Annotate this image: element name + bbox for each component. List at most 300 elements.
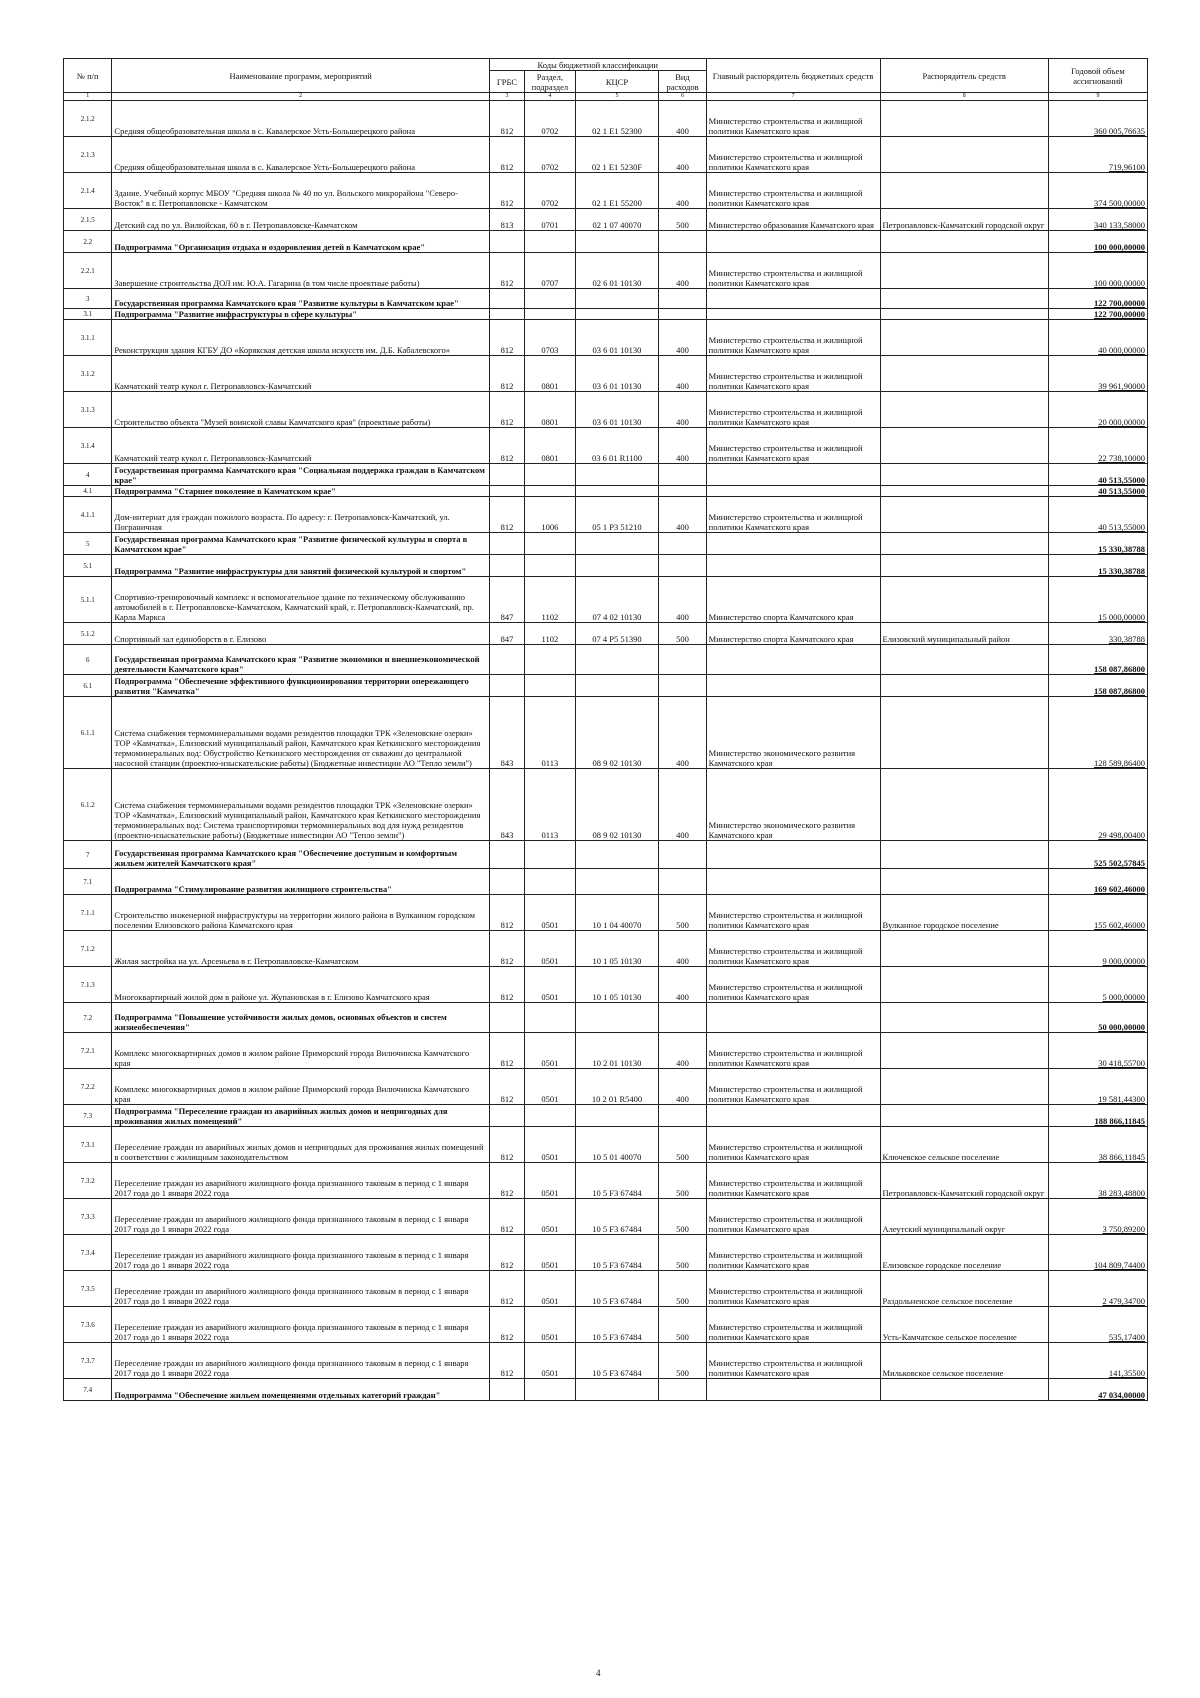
row-razdel bbox=[525, 464, 576, 486]
row-amount: 22 738,10000 bbox=[1048, 428, 1147, 464]
row-kcsr: 10 1 04 40070 bbox=[575, 895, 659, 931]
table-row bbox=[64, 320, 1148, 356]
row-grbs bbox=[489, 1105, 524, 1127]
row-razdel: 0501 bbox=[525, 1033, 576, 1069]
row-vid: 400 bbox=[659, 577, 706, 623]
row-number: 7.4 bbox=[64, 1379, 112, 1401]
row-recipient bbox=[880, 464, 1048, 486]
row-amount: 2 479,34700 bbox=[1048, 1271, 1147, 1307]
row-amount: 50 000,00000 bbox=[1048, 1003, 1147, 1033]
table-row bbox=[64, 253, 1148, 289]
row-amount: 40 000,00000 bbox=[1048, 320, 1147, 356]
row-name: Переселение граждан из аварийного жилищного фонда признанного таковым в период с 1 января 2017 года до 1 января 2022 года bbox=[112, 1343, 489, 1379]
row-razdel: 0501 bbox=[525, 967, 576, 1003]
row-kcsr: 10 1 05 10130 bbox=[575, 967, 659, 1003]
row-vid: 400 bbox=[659, 253, 706, 289]
column-index: 6 bbox=[659, 93, 706, 101]
row-razdel bbox=[525, 309, 576, 320]
row-vid: 500 bbox=[659, 1235, 706, 1271]
row-recipient bbox=[880, 231, 1048, 253]
row-grbs: 812 bbox=[489, 173, 524, 209]
row-name: Строительство инженерной инфраструктуры на территории жилого района в Вулканном городском поселении Елизовского района Камчатского края bbox=[112, 895, 489, 931]
row-grbs bbox=[489, 555, 524, 577]
row-number: 5 bbox=[64, 533, 112, 555]
row-number: 7.3.3 bbox=[64, 1199, 112, 1235]
row-manager: Министерство строительства и жилищной политики Камчатского края bbox=[706, 967, 880, 1003]
row-kcsr: 10 5 F3 67484 bbox=[575, 1271, 659, 1307]
table-row bbox=[64, 356, 1148, 392]
row-recipient bbox=[880, 577, 1048, 623]
row-vid: 400 bbox=[659, 173, 706, 209]
row-vid bbox=[659, 309, 706, 320]
row-razdel bbox=[525, 1105, 576, 1127]
row-vid bbox=[659, 533, 706, 555]
row-name: Средняя общеобразовательная школа в с. Кавалерское Усть-Большерецкого района bbox=[112, 137, 489, 173]
row-recipient: Елизовское городское поселение bbox=[880, 1235, 1048, 1271]
row-vid bbox=[659, 555, 706, 577]
row-recipient bbox=[880, 1003, 1048, 1033]
table-row bbox=[64, 1271, 1148, 1307]
row-manager bbox=[706, 675, 880, 697]
row-number: 5.1.2 bbox=[64, 623, 112, 645]
row-recipient bbox=[880, 1379, 1048, 1401]
row-grbs: 812 bbox=[489, 1235, 524, 1271]
row-kcsr: 10 5 F3 67484 bbox=[575, 1199, 659, 1235]
table-row bbox=[64, 869, 1148, 895]
row-recipient: Раздольненское сельское поселение bbox=[880, 1271, 1048, 1307]
row-kcsr: 10 5 F3 67484 bbox=[575, 1307, 659, 1343]
row-name: Государственная программа Камчатского края "Социальная поддержка граждан в Камчатском крае" bbox=[112, 464, 489, 486]
row-recipient: Петропавловск-Камчатский городской округ bbox=[880, 209, 1048, 231]
row-number: 2.1.2 bbox=[64, 101, 112, 137]
row-amount: 360 005,76635 bbox=[1048, 101, 1147, 137]
row-name: Переселение граждан из аварийного жилищного фонда признанного таковым в период с 1 января 2017 года до 1 января 2022 года bbox=[112, 1235, 489, 1271]
row-vid: 400 bbox=[659, 1069, 706, 1105]
row-grbs: 812 bbox=[489, 392, 524, 428]
row-grbs: 813 bbox=[489, 209, 524, 231]
column-index: 1 bbox=[64, 93, 112, 101]
table-row bbox=[64, 1003, 1148, 1033]
row-kcsr: 10 5 F3 67484 bbox=[575, 1163, 659, 1199]
row-number: 7.1.3 bbox=[64, 967, 112, 1003]
row-name: Переселение граждан из аварийных жилых домов и непригодных для проживания жилых помещений в соответствии с жилищным законодательством bbox=[112, 1127, 489, 1163]
row-razdel bbox=[525, 533, 576, 555]
row-number: 6.1.1 bbox=[64, 697, 112, 769]
row-grbs: 812 bbox=[489, 1127, 524, 1163]
row-kcsr bbox=[575, 841, 659, 869]
row-razdel: 0702 bbox=[525, 173, 576, 209]
table-row bbox=[64, 486, 1148, 497]
row-razdel: 0501 bbox=[525, 1163, 576, 1199]
row-kcsr: 03 6 01 10130 bbox=[575, 392, 659, 428]
row-manager: Министерство строительства и жилищной политики Камчатского края bbox=[706, 895, 880, 931]
row-vid: 400 bbox=[659, 697, 706, 769]
row-name: Подпрограмма "Стимулирование развития жилищного строительства" bbox=[112, 869, 489, 895]
row-number: 3.1.1 bbox=[64, 320, 112, 356]
row-vid: 400 bbox=[659, 137, 706, 173]
row-name: Подпрограмма "Повышение устойчивости жилых домов, основных объектов и систем жизнеобеспечения" bbox=[112, 1003, 489, 1033]
row-recipient bbox=[880, 289, 1048, 309]
table-row bbox=[64, 1127, 1148, 1163]
row-grbs bbox=[489, 869, 524, 895]
row-amount: 100 000,00000 bbox=[1048, 253, 1147, 289]
row-razdel bbox=[525, 1379, 576, 1401]
table-row bbox=[64, 675, 1148, 697]
row-manager: Министерство строительства и жилищной политики Камчатского края bbox=[706, 1199, 880, 1235]
row-manager: Министерство строительства и жилищной политики Камчатского края bbox=[706, 1127, 880, 1163]
row-razdel: 0707 bbox=[525, 253, 576, 289]
row-amount: 38 283,48800 bbox=[1048, 1163, 1147, 1199]
row-grbs bbox=[489, 231, 524, 253]
row-grbs: 843 bbox=[489, 769, 524, 841]
row-name: Реконструкция здания КГБУ ДО «Корякская детская школа искусств им. Д.Б. Кабалевского» bbox=[112, 320, 489, 356]
row-kcsr bbox=[575, 533, 659, 555]
row-amount: 169 602,46000 bbox=[1048, 869, 1147, 895]
row-razdel bbox=[525, 486, 576, 497]
row-razdel: 0801 bbox=[525, 428, 576, 464]
row-vid: 500 bbox=[659, 209, 706, 231]
row-manager bbox=[706, 1003, 880, 1033]
row-recipient: Елизовский муниципальный район bbox=[880, 623, 1048, 645]
row-kcsr: 07 4 02 10130 bbox=[575, 577, 659, 623]
row-manager bbox=[706, 486, 880, 497]
row-amount: 122 700,00000 bbox=[1048, 309, 1147, 320]
table-row bbox=[64, 931, 1148, 967]
budget-table-sheet bbox=[63, 58, 1148, 1401]
row-kcsr: 08 9 02 10130 bbox=[575, 697, 659, 769]
row-amount: 158 087,86800 bbox=[1048, 645, 1147, 675]
row-vid: 400 bbox=[659, 931, 706, 967]
row-grbs: 812 bbox=[489, 931, 524, 967]
row-kcsr: 10 2 01 R5400 bbox=[575, 1069, 659, 1105]
row-name: Комплекс многоквартирных домов в жилом районе Приморский города Вилючинска Камчатского края bbox=[112, 1069, 489, 1105]
row-vid: 400 bbox=[659, 497, 706, 533]
row-number: 6.1.2 bbox=[64, 769, 112, 841]
row-grbs bbox=[489, 309, 524, 320]
header-razdel: Раздел, подраздел bbox=[525, 71, 576, 93]
row-name: Система снабжения термоминеральными водами резидентов площадки ТРК «Зеленовские озерки» ТОР «Камчатка», Елизовский муниципальный район, Камчатского края Кеткинского месторождения термоминеральных вод: Система транспортировки термоминеральных вод для нужд резидентов (проектно-изыскательские работы) (Бюджетные инвестиции АО "Тепло земли") bbox=[112, 769, 489, 841]
row-number: 5.1 bbox=[64, 555, 112, 577]
row-kcsr bbox=[575, 464, 659, 486]
table-row bbox=[64, 497, 1148, 533]
row-grbs: 812 bbox=[489, 497, 524, 533]
row-number: 2.1.3 bbox=[64, 137, 112, 173]
table-row bbox=[64, 769, 1148, 841]
row-razdel: 0113 bbox=[525, 697, 576, 769]
row-number: 7.3.1 bbox=[64, 1127, 112, 1163]
row-manager: Министерство строительства и жилищной политики Камчатского края bbox=[706, 101, 880, 137]
table-row bbox=[64, 1069, 1148, 1105]
row-name: Подпрограмма "Обеспечение жильем помещениями отдельных категорий граждан" bbox=[112, 1379, 489, 1401]
row-vid: 500 bbox=[659, 623, 706, 645]
row-manager: Министерство строительства и жилищной политики Камчатского края bbox=[706, 1033, 880, 1069]
row-recipient bbox=[880, 1069, 1048, 1105]
row-kcsr: 10 2 01 10130 bbox=[575, 1033, 659, 1069]
column-index: 4 bbox=[525, 93, 576, 101]
row-number: 3.1 bbox=[64, 309, 112, 320]
row-amount: 15 330,38788 bbox=[1048, 533, 1147, 555]
row-vid: 500 bbox=[659, 895, 706, 931]
row-amount: 5 000,00000 bbox=[1048, 967, 1147, 1003]
row-kcsr: 02 1 E1 55200 bbox=[575, 173, 659, 209]
row-grbs: 812 bbox=[489, 895, 524, 931]
row-grbs bbox=[489, 675, 524, 697]
row-number: 7.1 bbox=[64, 869, 112, 895]
row-amount: 122 700,00000 bbox=[1048, 289, 1147, 309]
row-recipient bbox=[880, 320, 1048, 356]
column-index-row bbox=[64, 93, 1148, 101]
row-recipient bbox=[880, 1033, 1048, 1069]
page-number: 4 bbox=[596, 1668, 601, 1678]
table-row bbox=[64, 309, 1148, 320]
row-kcsr bbox=[575, 486, 659, 497]
row-vid bbox=[659, 1105, 706, 1127]
row-amount: 29 498,00400 bbox=[1048, 769, 1147, 841]
row-manager bbox=[706, 464, 880, 486]
row-vid: 400 bbox=[659, 320, 706, 356]
row-manager bbox=[706, 231, 880, 253]
row-manager: Министерство спорта Камчатского края bbox=[706, 623, 880, 645]
row-number: 7.3.6 bbox=[64, 1307, 112, 1343]
row-manager: Министерство строительства и жилищной политики Камчатского края bbox=[706, 1069, 880, 1105]
column-index: 8 bbox=[880, 93, 1048, 101]
header-num: № п/п bbox=[64, 59, 112, 93]
row-vid bbox=[659, 486, 706, 497]
row-vid: 500 bbox=[659, 1127, 706, 1163]
row-razdel bbox=[525, 1003, 576, 1033]
row-grbs: 812 bbox=[489, 101, 524, 137]
row-name: Спортивно-тренировочный комплекс и вспомогательное здание по техническому обслуживанию автомобилей в г. Петропавловске-Камчатском, Камчатский край, г. Петропавловск-Камчатский, пр. Карла Маркса bbox=[112, 577, 489, 623]
row-grbs bbox=[489, 533, 524, 555]
row-manager: Министерство строительства и жилищной политики Камчатского края bbox=[706, 173, 880, 209]
table-row bbox=[64, 289, 1148, 309]
row-amount: 141,35500 bbox=[1048, 1343, 1147, 1379]
row-vid: 400 bbox=[659, 967, 706, 1003]
row-manager bbox=[706, 533, 880, 555]
row-recipient bbox=[880, 841, 1048, 869]
column-index: 7 bbox=[706, 93, 880, 101]
row-name: Жилая застройка на ул. Арсеньева в г. Петропавловске-Камчатском bbox=[112, 931, 489, 967]
header-manager: Главный распорядитель бюджетных средств bbox=[706, 59, 880, 93]
row-vid: 500 bbox=[659, 1199, 706, 1235]
table-row bbox=[64, 645, 1148, 675]
row-vid: 500 bbox=[659, 1271, 706, 1307]
row-manager: Министерство строительства и жилищной политики Камчатского края bbox=[706, 497, 880, 533]
row-razdel: 0702 bbox=[525, 101, 576, 137]
row-kcsr: 02 1 E1 52300 bbox=[575, 101, 659, 137]
row-razdel: 0701 bbox=[525, 209, 576, 231]
row-recipient bbox=[880, 428, 1048, 464]
row-razdel bbox=[525, 231, 576, 253]
row-recipient: Ключевское сельское поселение bbox=[880, 1127, 1048, 1163]
row-razdel: 0501 bbox=[525, 895, 576, 931]
row-razdel: 0501 bbox=[525, 1235, 576, 1271]
row-manager bbox=[706, 1105, 880, 1127]
row-vid: 500 bbox=[659, 1163, 706, 1199]
row-vid bbox=[659, 645, 706, 675]
row-number: 7.2.1 bbox=[64, 1033, 112, 1069]
row-name: Переселение граждан из аварийного жилищного фонда признанного таковым в период с 1 января 2017 года до 1 января 2022 года bbox=[112, 1271, 489, 1307]
row-manager: Министерство экономического развития Камчатского края bbox=[706, 769, 880, 841]
column-index: 5 bbox=[575, 93, 659, 101]
row-amount: 340 133,58000 bbox=[1048, 209, 1147, 231]
row-manager bbox=[706, 309, 880, 320]
row-number: 7.3.5 bbox=[64, 1271, 112, 1307]
row-manager: Министерство образования Камчатского края bbox=[706, 209, 880, 231]
row-grbs bbox=[489, 464, 524, 486]
row-manager: Министерство строительства и жилищной политики Камчатского края bbox=[706, 320, 880, 356]
row-name: Государственная программа Камчатского края "Обеспечение доступным и комфортным жильем жителей Камчатского края" bbox=[112, 841, 489, 869]
row-amount: 535,17400 bbox=[1048, 1307, 1147, 1343]
row-grbs: 812 bbox=[489, 1307, 524, 1343]
row-number: 6 bbox=[64, 645, 112, 675]
row-number: 4.1.1 bbox=[64, 497, 112, 533]
row-name: Государственная программа Камчатского края "Развитие экономики и внешнеэкономической деятельности Камчатского края" bbox=[112, 645, 489, 675]
row-grbs bbox=[489, 289, 524, 309]
row-recipient bbox=[880, 675, 1048, 697]
column-index: 2 bbox=[112, 93, 489, 101]
row-name: Средняя общеобразовательная школа в с. Кавалерское Усть-Большерецкого района bbox=[112, 101, 489, 137]
row-number: 2.1.5 bbox=[64, 209, 112, 231]
row-vid: 400 bbox=[659, 1033, 706, 1069]
row-amount: 188 866,11845 bbox=[1048, 1105, 1147, 1127]
row-number: 7.3.4 bbox=[64, 1235, 112, 1271]
row-amount: 40 513,55000 bbox=[1048, 486, 1147, 497]
row-recipient: Алеутский муниципальный округ bbox=[880, 1199, 1048, 1235]
row-name: Подпрограмма "Переселение граждан из аварийных жилых домов и непригодных для проживания жилых помещений" bbox=[112, 1105, 489, 1127]
row-kcsr: 10 5 01 40070 bbox=[575, 1127, 659, 1163]
row-manager: Министерство строительства и жилищной политики Камчатского края bbox=[706, 356, 880, 392]
row-name: Система снабжения термоминеральными водами резидентов площадки ТРК «Зеленовские озерки» ТОР «Камчатка», Елизовский муниципальный район, Камчатского края Кеткинского месторождения термоминеральных вод: Обустройство Кеткинского месторождения от скважин до центральной насосной станции (проектно-изыскательские работы) (Бюджетные инвестиции АО "Тепло земли") bbox=[112, 697, 489, 769]
row-kcsr bbox=[575, 1105, 659, 1127]
row-number: 7.2 bbox=[64, 1003, 112, 1033]
row-grbs bbox=[489, 1379, 524, 1401]
row-vid bbox=[659, 841, 706, 869]
row-manager: Министерство спорта Камчатского края bbox=[706, 577, 880, 623]
row-grbs: 812 bbox=[489, 428, 524, 464]
row-grbs: 812 bbox=[489, 967, 524, 1003]
row-number: 2.1.4 bbox=[64, 173, 112, 209]
row-number: 2.2.1 bbox=[64, 253, 112, 289]
row-vid: 500 bbox=[659, 1307, 706, 1343]
row-name: Переселение граждан из аварийного жилищного фонда признанного таковым в период с 1 января 2017 года до 1 января 2022 года bbox=[112, 1199, 489, 1235]
row-amount: 155 602,46000 bbox=[1048, 895, 1147, 931]
row-razdel: 1006 bbox=[525, 497, 576, 533]
row-manager: Министерство строительства и жилищной политики Камчатского края bbox=[706, 1163, 880, 1199]
row-name: Детский сад по ул. Вилюйская, 60 в г. Петропавловске-Камчатском bbox=[112, 209, 489, 231]
row-recipient bbox=[880, 173, 1048, 209]
row-razdel: 0801 bbox=[525, 392, 576, 428]
row-kcsr bbox=[575, 645, 659, 675]
row-kcsr: 10 5 F3 67484 bbox=[575, 1235, 659, 1271]
table-row bbox=[64, 623, 1148, 645]
row-number: 4.1 bbox=[64, 486, 112, 497]
table-row bbox=[64, 231, 1148, 253]
header-grbs: ГРБС bbox=[489, 71, 524, 93]
table-row bbox=[64, 101, 1148, 137]
row-manager: Министерство строительства и жилищной политики Камчатского края bbox=[706, 1235, 880, 1271]
header-recipient: Распорядитель средств bbox=[880, 59, 1048, 93]
row-razdel bbox=[525, 675, 576, 697]
header-kcsr: КЦСР bbox=[575, 71, 659, 93]
row-kcsr: 08 9 02 10130 bbox=[575, 769, 659, 841]
row-razdel bbox=[525, 869, 576, 895]
row-grbs bbox=[489, 841, 524, 869]
row-kcsr bbox=[575, 869, 659, 895]
row-amount: 39 961,90000 bbox=[1048, 356, 1147, 392]
row-vid bbox=[659, 1379, 706, 1401]
table-row bbox=[64, 1163, 1148, 1199]
row-recipient bbox=[880, 555, 1048, 577]
row-amount: 525 502,57845 bbox=[1048, 841, 1147, 869]
row-number: 2.2 bbox=[64, 231, 112, 253]
row-grbs: 847 bbox=[489, 623, 524, 645]
table-row bbox=[64, 464, 1148, 486]
row-number: 4 bbox=[64, 464, 112, 486]
table-row bbox=[64, 841, 1148, 869]
row-name: Многоквартирный жилой дом в районе ул. Жупановская в г. Елизово Камчатского края bbox=[112, 967, 489, 1003]
row-recipient bbox=[880, 137, 1048, 173]
row-number: 7.3.7 bbox=[64, 1343, 112, 1379]
table-row bbox=[64, 173, 1148, 209]
row-manager: Министерство строительства и жилищной политики Камчатского края bbox=[706, 931, 880, 967]
row-recipient: Усть-Камчатское сельское поселение bbox=[880, 1307, 1048, 1343]
row-vid bbox=[659, 231, 706, 253]
row-razdel: 1102 bbox=[525, 577, 576, 623]
row-number: 7.1.2 bbox=[64, 931, 112, 967]
row-vid bbox=[659, 675, 706, 697]
row-name: Завершение строительства ДОЛ им. Ю.А. Гагарина (в том числе проектные работы) bbox=[112, 253, 489, 289]
row-recipient: Петропавловск-Камчатский городской округ bbox=[880, 1163, 1048, 1199]
table-row bbox=[64, 577, 1148, 623]
table-row bbox=[64, 1235, 1148, 1271]
row-amount: 100 000,00000 bbox=[1048, 231, 1147, 253]
row-kcsr: 07 4 P5 51390 bbox=[575, 623, 659, 645]
row-manager: Министерство строительства и жилищной политики Камчатского края bbox=[706, 137, 880, 173]
row-manager: Министерство строительства и жилищной политики Камчатского края bbox=[706, 1307, 880, 1343]
row-amount: 128 589,86400 bbox=[1048, 697, 1147, 769]
row-grbs: 812 bbox=[489, 1343, 524, 1379]
row-grbs: 843 bbox=[489, 697, 524, 769]
row-kcsr bbox=[575, 309, 659, 320]
row-vid: 500 bbox=[659, 1343, 706, 1379]
row-name: Подпрограмма "Обеспечение эффективного функционирования территории опережающего развития "Камчатка" bbox=[112, 675, 489, 697]
row-name: Строительство объекта "Музей воинской славы Камчатского края" (проектные работы) bbox=[112, 392, 489, 428]
row-razdel: 1102 bbox=[525, 623, 576, 645]
row-grbs: 812 bbox=[489, 1033, 524, 1069]
row-grbs: 812 bbox=[489, 1069, 524, 1105]
row-amount: 40 513,55000 bbox=[1048, 464, 1147, 486]
row-number: 3.1.2 bbox=[64, 356, 112, 392]
row-vid: 400 bbox=[659, 356, 706, 392]
row-grbs: 847 bbox=[489, 577, 524, 623]
column-index: 3 bbox=[489, 93, 524, 101]
row-razdel bbox=[525, 289, 576, 309]
row-recipient: Вулканное городское поселение bbox=[880, 895, 1048, 931]
row-amount: 9 000,00000 bbox=[1048, 931, 1147, 967]
table-row bbox=[64, 697, 1148, 769]
row-kcsr: 03 6 01 10130 bbox=[575, 356, 659, 392]
row-amount: 330,38788 bbox=[1048, 623, 1147, 645]
row-amount: 20 000,00000 bbox=[1048, 392, 1147, 428]
row-number: 7.2.2 bbox=[64, 1069, 112, 1105]
row-name: Подпрограмма "Развитие инфраструктуры в сфере культуры" bbox=[112, 309, 489, 320]
row-number: 3.1.4 bbox=[64, 428, 112, 464]
row-razdel: 0501 bbox=[525, 1271, 576, 1307]
row-name: Подпрограмма "Организация отдыха и оздоровления детей в Камчатском крае" bbox=[112, 231, 489, 253]
row-razdel bbox=[525, 841, 576, 869]
row-grbs: 812 bbox=[489, 356, 524, 392]
